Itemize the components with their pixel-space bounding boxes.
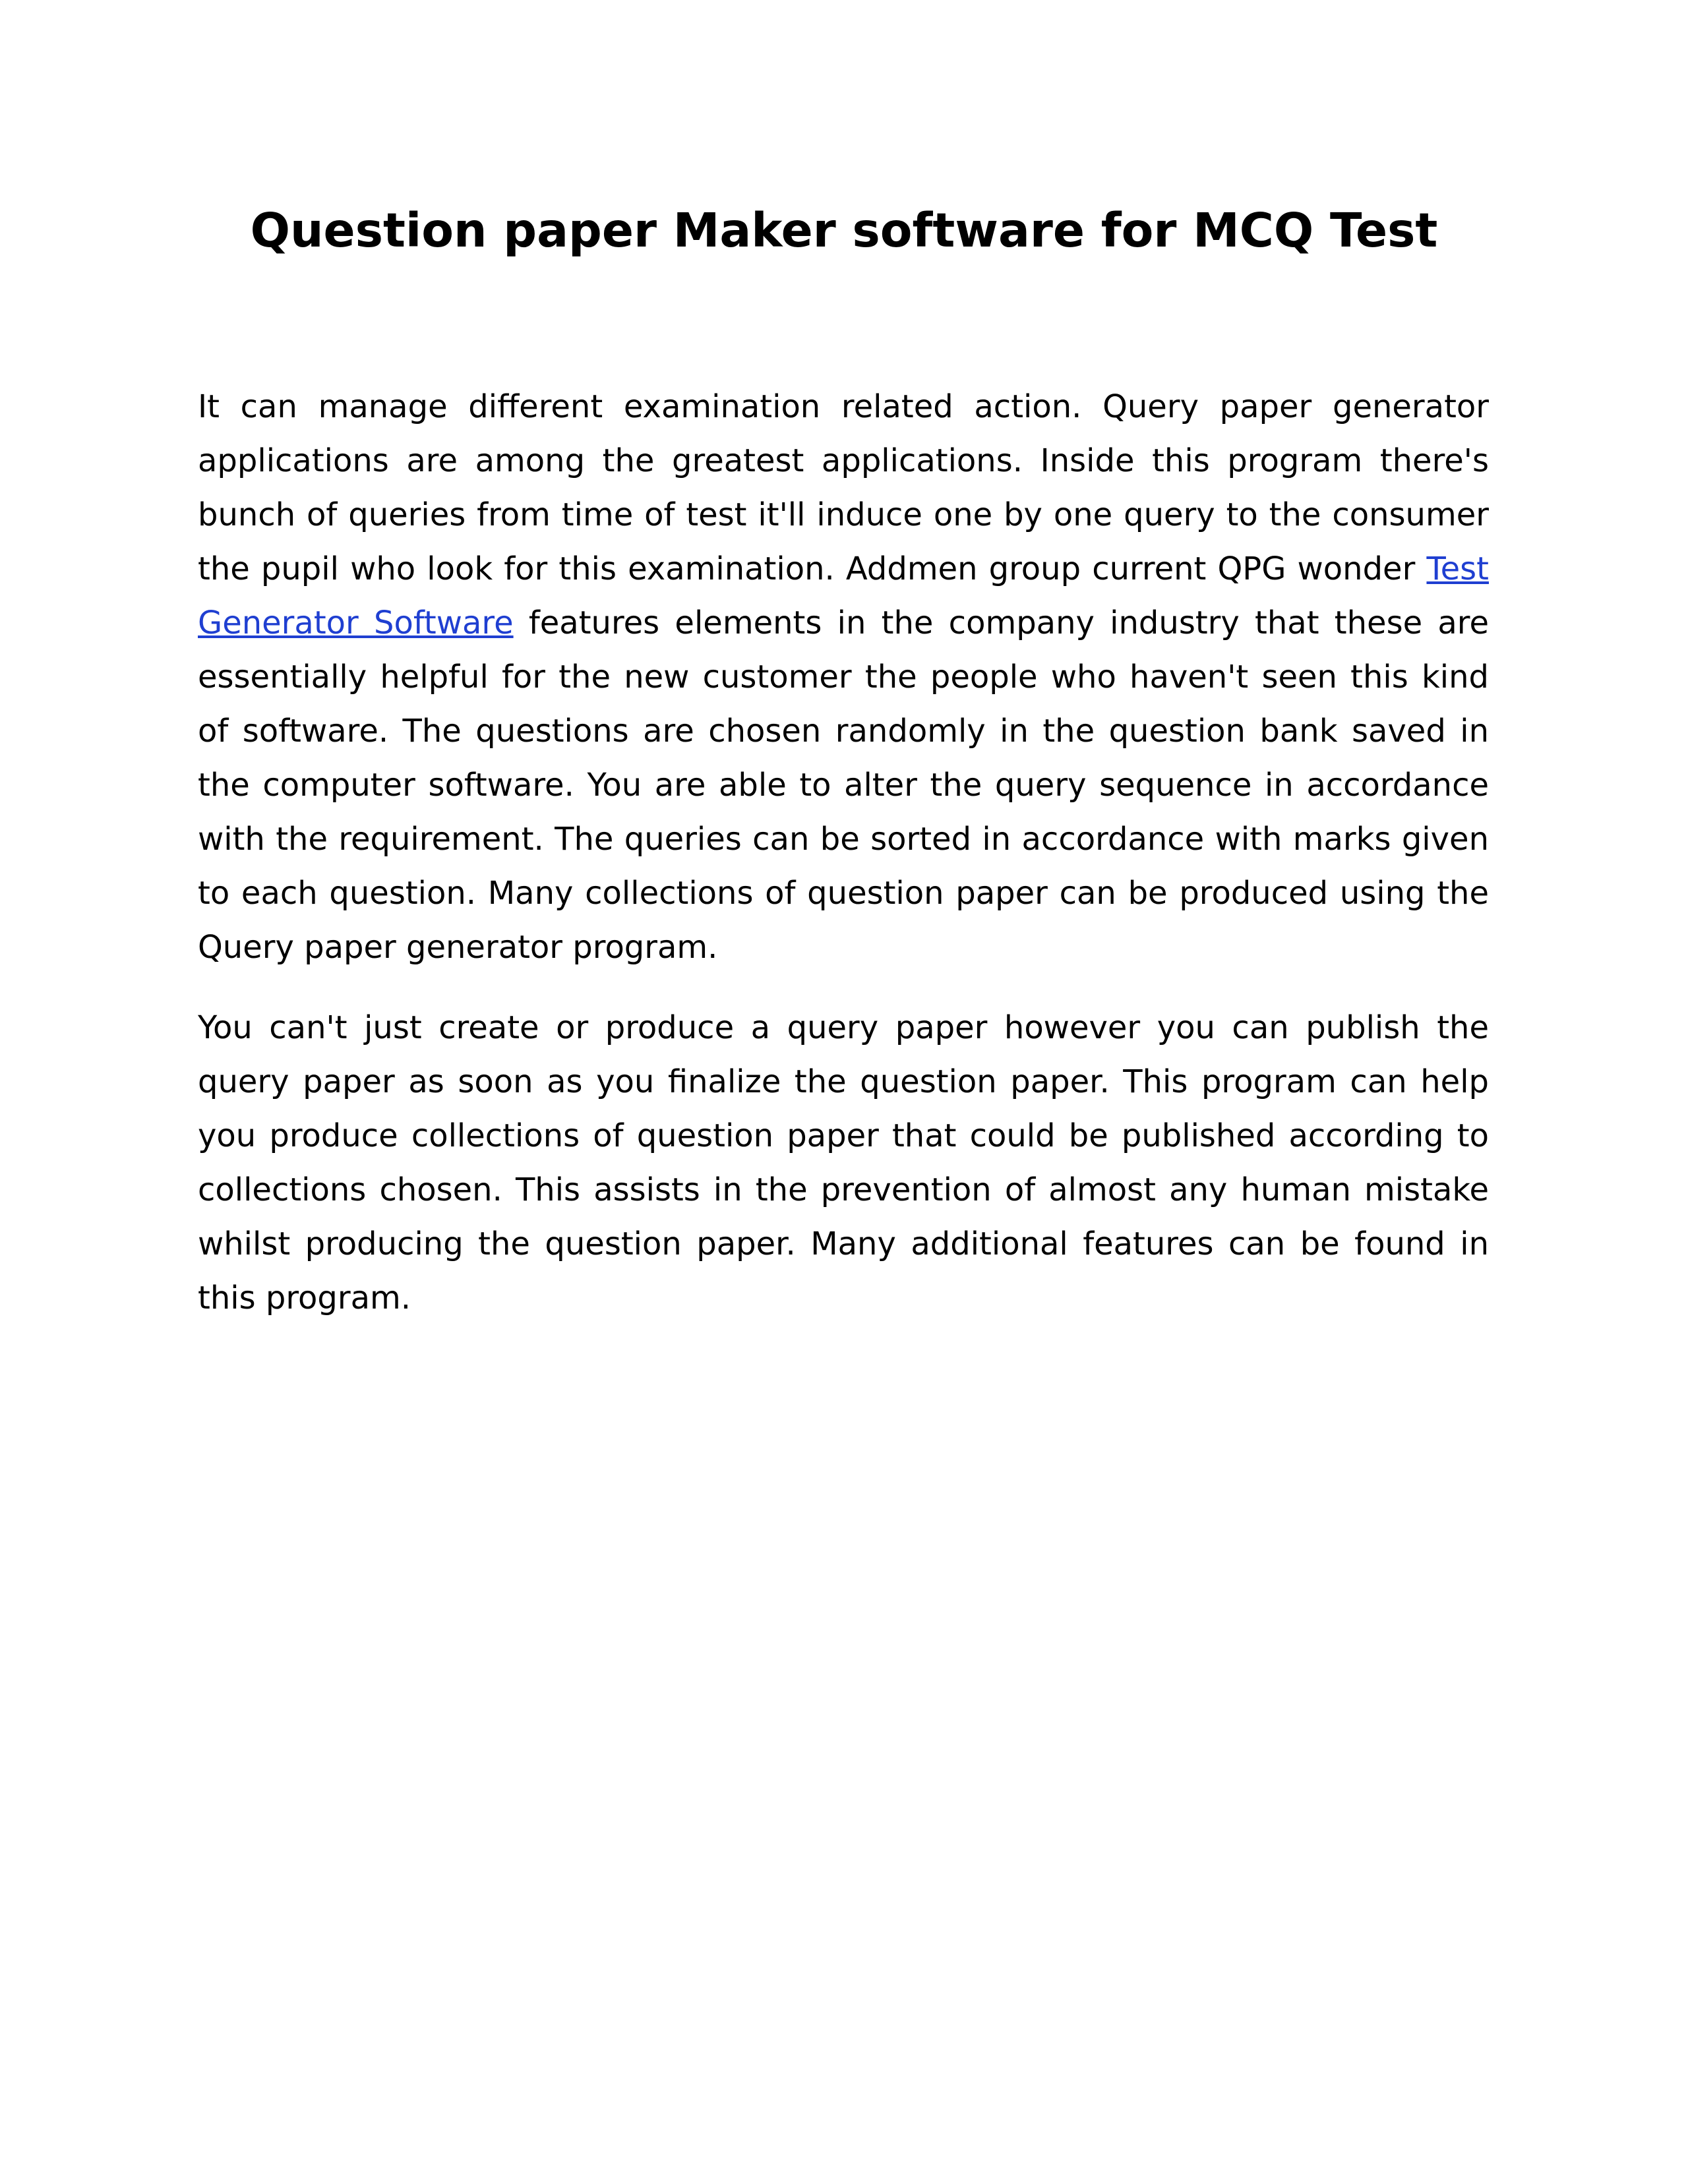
paragraph-1-text-before-link: It can manage different examination related action. Query paper generator applications are among the greatest applications. Inside this program there's bunch of queries from time of test it'll induce one by one query to the consumer the pupil who look for this examination. Addmen group current QPG wonder [198,388,1489,587]
test-generator-software-link[interactable]: Test Generator Software [198,550,1489,641]
paragraph-1 [198,380,1489,974]
paragraph-2: You can't just create or produce a query paper however you can publish the query paper as soon as you finalize the question paper. This program can help you produce collections of question paper that could be published according to collections chosen. This assists in the prevention of almost any human mistake whilst producing the question paper. Many additional features can be found in this program. [198,1009,1489,1316]
document-title: Question paper Maker software for MCQ Test [250,203,1438,258]
paragraph-1-text-after-link: features elements in the company industry that these are essentially helpful for the new customer the people who haven't seen this kind of software. The questions are chosen randomly in the question bank saved in the computer software. You are able to alter the query sequence in accordance with the requirement. The queries can be sorted in accordance with marks given to each question. Many collections of question paper can be produced using the Query paper generator program. [198,605,1489,966]
document-body [198,380,1489,1325]
